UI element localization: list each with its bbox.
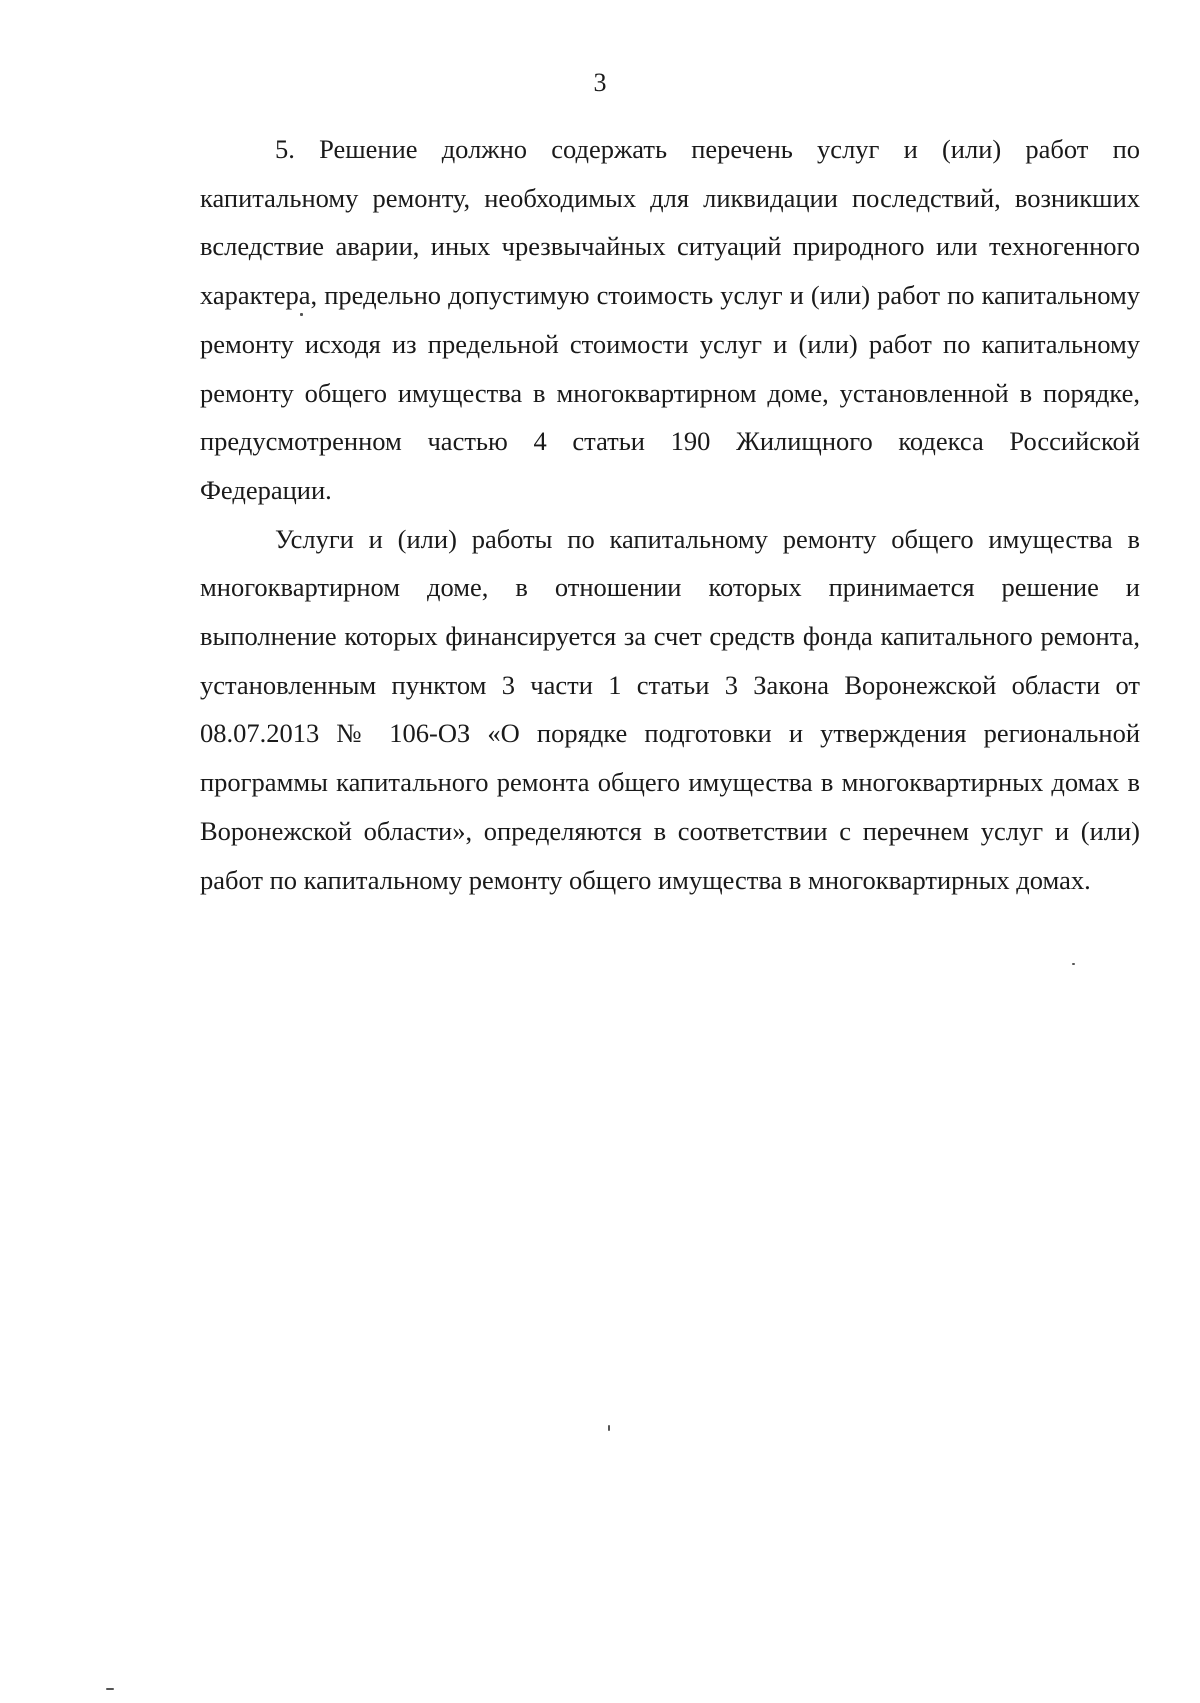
document-body (200, 125, 1140, 904)
scan-speck (106, 1688, 114, 1690)
scan-speck (1072, 963, 1075, 965)
paragraph-services-definition: Услуги и (или) работы по капитальному ремонту общего имущества в многоквартирном доме, в отношении которых принимается решение и выполнение которых финансируется за счет средств фонда капитального ремонта, установленным пунктом 3 части 1 статьи 3 Закона Воронежской области от 08.07.2013 № 106-ОЗ «О порядке подготовки и утверждения региональной программы капитального ремонта общего имущества в многоквартирных домах в Воронежской области», определяются в соответствии с перечнем услуг и (или) работ по капитальному ремонту общего имущества в многоквартирных домах. (200, 523, 1140, 895)
paragraph-item-5: 5. Решение должно содержать перечень услуг и (или) работ по капитальному ремонту, необходимых для ликвидации последствий, возникших вследствие аварии, иных чрезвычайных ситуаций природного или техногенного характера, предельно допустимую стоимость услуг и (или) работ по капитальному ремонту исходя из предельной стоимости услуг и (или) работ по капитальному ремонту общего имущества в многоквартирном доме, установленной в порядке, предусмотренном частью 4 статьи 190 Жилищного кодекса Российской Федерации. (200, 134, 1140, 505)
scan-speck (608, 1425, 610, 1431)
page-number: 3 (593, 68, 607, 97)
scan-speck (300, 313, 303, 316)
